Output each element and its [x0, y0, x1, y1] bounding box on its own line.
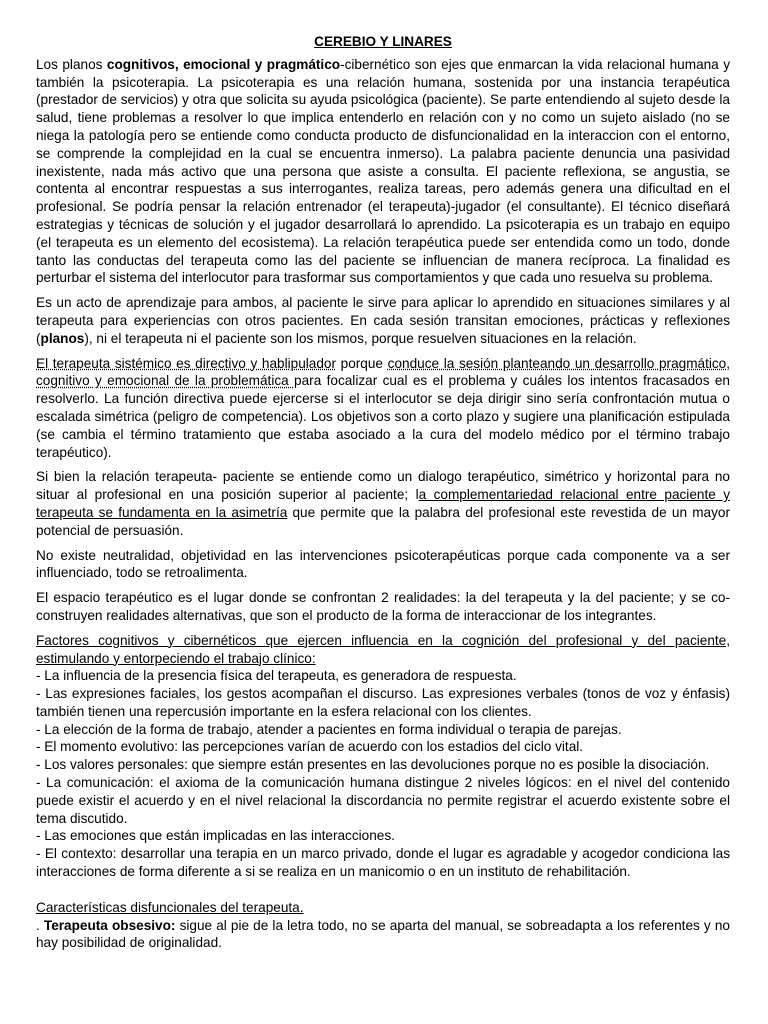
factores-section — [36, 632, 730, 881]
underlined-phrase: conduce la sesión planteando un desarrollo pragmático, cognitivo y emocional de la problemática — [36, 355, 731, 389]
list-item: - La elección de la forma de trabajo, atender a pacientes en forma individual o terapia de parejas. — [36, 721, 622, 737]
caracteristicas-section — [36, 899, 730, 952]
section-heading: Características disfuncionales del terapeuta. — [36, 899, 304, 915]
paragraph-relacion: Si bien la relación terapeuta- paciente se entiende como un dialogo terapéutico, simétrico y horizontal para no situar al profesional en una posición superior al paciente; la complementariedad relacional entre paciente y terapeuta se fundamenta en la asimetría que permite que la palabra del profesional este revestida de un mayor potencial de persuasión. — [36, 469, 730, 538]
list-item: - El contexto: desarrollar una terapia en un marco privado, donde el lugar es agradable y acogedor condiciona las interacciones de forma diferente a si se realiza en un manicomio o en un instituto de rehabilitación. — [36, 846, 730, 880]
bold-term: Terapeuta obsesivo: — [43, 917, 176, 933]
list-item: . Terapeuta obsesivo: sigue al pie de la letra todo, no se aparta del manual, se sobreadapta a los referentes y no hay posibilidad de originalidad. — [36, 917, 730, 951]
underlined-phrase: El terapeuta sistémico es directivo y hablipulador — [36, 355, 336, 371]
paragraph-planos: Los planos cognitivos, emocional y pragmático-cibernético son ejes que enmarcan la vida relacional humana y también la psicoterapia. La psicoterapia es una relación humana, sostenida por una instancia terapéutica (prestador de servicios) y otra que solicita su ayuda psicológica (paciente). Se parte entendiendo al sujeto desde la salud, tiene problemas a resolver lo que implica entenderlo en relación con y no como un sujeto aislado (no se niega la patología pero se entiende como conducta producto de disfuncionalidad en la interaccion con el entorno, se comprende la complejidad en la cual se encuentra inmerso). La palabra paciente denuncia una pasividad inexistente, nada más activo que una persona que asiste a consulta. El paciente reflexiona, se angustia, se contenta al encontrar respuestas a sus interrogantes, realiza tareas, pero además genera una dificultad en el profesional. Se podría pensar la relación entrenador (el terapeuta)-jugador (el consultante). El técnico diseñará estrategias y técnicas de solución y el jugador desarrollará lo aprendido. La psicoterapia es un trabajo en equipo (el terapeuta es un elemento del ecosistema). La relación terapéutica puede ser entendida como un todo, donde tanto las conductas del terapeuta como las del paciente se influencian de manera recíproca. La finalidad es perturbar el sistema del interlocutor para trasformar sus comportamientos y que cada uno resuelva su problema. — [36, 56, 730, 286]
spacer — [36, 881, 730, 899]
bold-word-planos: planos — [40, 330, 85, 346]
paragraph-espacio: El espacio terapéutico es el lugar donde se confrontan 2 realidades: la del terapeuta y la del paciente; y se co-construyen realidades alternativas, que son el producto de la forma de interaccionar de los integrantes. — [36, 590, 730, 623]
list-item: - La comunicación: el axioma de la comunicación humana distingue 2 niveles lógicos: en el nivel del contenido puede existir el acuerdo y en el nivel relacional la discordancia no permite registrar el acuerdo existente sobre el tema discutido. — [36, 775, 730, 826]
paragraph-terapeuta-directivo: El terapeuta sistémico es directivo y hablipulador porque conduce la sesión planteando un desarrollo pragmático, cognitivo y emocional de la problemática para focalizar cual es el problema y cuáles los intentos fracasados en resolverlo. La función directiva puede ejercerse si el interlocutor se deja dirigir sino sería confrontación mutua o escalada simétrica (peligro de competencia). Los objetivos son a corto plazo y sugiere una planificación estipulada (se cambia el término tratamiento que estaba asociado a la cura del modelo médico por el término trabajo terapéutico). — [36, 355, 731, 460]
paragraph-aprendizaje: Es un acto de aprendizaje para ambos, al paciente le sirve para aplicar lo aprendido en situaciones similares y al terapeuta para experiencias con otros pacientes. En cada sesión transitan emociones, prácticas y reflexiones (planos), ni el terapeuta ni el paciente son los mismos, porque resuelven situaciones en la relación. — [36, 295, 730, 346]
list-item: - La influencia de la presencia física del terapeuta, es generadora de respuesta. — [36, 668, 517, 684]
list-item: - Las emociones que están implicadas en las interacciones. — [36, 828, 395, 844]
section-heading: Factores cognitivos y cibernéticos que ejercen influencia en la cognición del profesional y del paciente, estimulando y entorpeciendo el trabajo clínico: — [36, 632, 730, 666]
underlined-phrase: a complementariedad relacional entre paciente y terapeuta se fundamenta en la asimetría — [36, 487, 730, 520]
paragraph-neutralidad: No existe neutralidad, objetividad en las intervenciones psicoterapéuticas porque cada componente va a ser influenciado, todo se retroalimenta. — [36, 547, 730, 581]
bold-phrase: cognitivos, emocional y pragmático — [106, 56, 341, 72]
document-title: CEREBIO Y LINARES — [314, 34, 452, 49]
list-item: - Las expresiones faciales, los gestos acompañan el discurso. Las expresiones verbales (tonos de voz y énfasis) también tienen una repercusión importante en la esfera relacional con los clientes. — [36, 686, 730, 719]
list-item: - El momento evolutivo: las percepciones varían de acuerdo con los estadios del ciclo vital. — [36, 739, 584, 755]
list-item: - Los valores personales: que siempre están presentes en las devoluciones porque no es posible la disociación. — [36, 757, 710, 773]
